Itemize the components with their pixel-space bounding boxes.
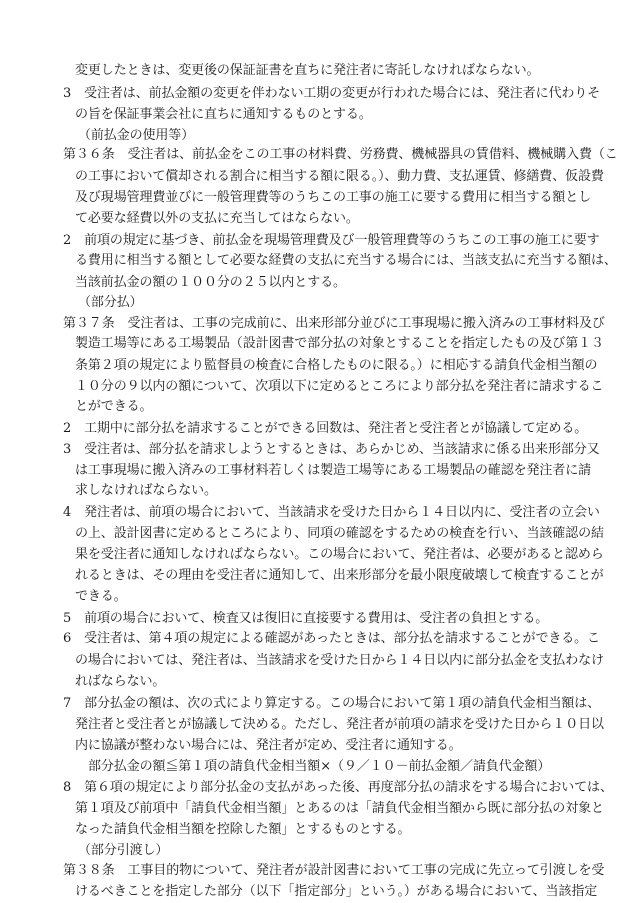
text-line: 変更したときは、変更後の保証証書を直ちに発注者に寄託しなければならない。	[75, 63, 540, 78]
text-line: 3 受注者は、前払金額の変更を伴わない工期の変更が行われた場合には、発注者に代わりそ	[63, 85, 601, 101]
text-line: の旨を保証事業会社に直ちに通知するものとする。	[75, 107, 372, 123]
text-line: る費用に相当する額として必要な経費の支払に充当する場合には、当該支払に充当する額は、	[75, 253, 617, 269]
text-line: 3 受注者は、部分払を請求しようとするときは、あらかじめ、当該請求に係る出来形部分又	[63, 442, 600, 458]
text-line: 第３６条 受注者は、前払金をこの工事の材料費、労務費、機械器具の賃借料、機械購入費（こ	[63, 147, 618, 163]
text-line: 2 前項の規定に基づき、前払金を現場管理費及び一般管理費等のうちこの工事の施工に要す	[63, 232, 600, 248]
formula-line: 部分払金の額≦第１項の請負代金相当額×（９／１０－前払金額／請負代金額）	[88, 758, 551, 774]
text-line: 2 工期中に部分払を請求することができる回数は、発注者と受注者とが協議して定める。	[63, 420, 588, 436]
text-line: 内に協議が整わない場合には、発注者が定め、受注者に通知する。	[75, 738, 462, 753]
text-line: 及び現場管理費並びに一般管理費等のうちこの工事の施工に要する費用に相当する額とし	[75, 190, 592, 206]
section-heading: （部分引渡し）	[78, 842, 169, 858]
text-line: ればならない。	[75, 674, 166, 690]
text-line: 果を受注者に通知しなければならない。この場合において、発注者は、必要があると認めら	[75, 547, 604, 562]
text-line: れるときは、その理由を受注者に通知して、出来形部分を最小限度破壊して検査することが	[75, 567, 604, 583]
text-line: 当該前払金の額の１００分の２５以内とする。	[75, 274, 346, 290]
text-line: 7 部分払金の額は、次の式により算定する。この場合において第１項の請負代金相当額は、	[63, 695, 601, 711]
text-line: 製造工場等にある工場製品（設計図書で部分払の対象とすることを指定したもの及び第１３	[75, 336, 604, 352]
text-line: 第１項及び前項中「請負代金相当額」とあるのは「請負代金相当額から既に部分払の対象と	[75, 800, 604, 816]
text-line: 第３７条 受注者は、工事の完成前に、出来形部分並びに工事現場に搬入済みの工事材料及び	[63, 315, 605, 331]
text-line: の場合においては、発注者は、当該請求を受けた日から１４日以内に部分払金を支払わなけ	[75, 652, 604, 668]
text-line: とができる。	[75, 399, 153, 414]
text-line: なった請負代金相当額を控除した額」とするものとする。	[75, 822, 411, 838]
text-line: 4 発注者は、前項の場合において、当該請求を受けた日から１４日以内に、受注者の立会い	[63, 504, 600, 520]
text-line: 求しなければならない。	[75, 483, 217, 499]
text-line: 5 前項の場合において、検査又は復旧に直接要する費用は、受注者の負担とする。	[63, 610, 549, 626]
text-line: 発注者と受注者とが協議して決める。ただし、発注者が前項の請求を受けた日から１０日以	[75, 716, 604, 732]
text-line: 条第２項の規定により監督員の検査に合格したものに限る。）に相応する請負代金相当額の	[75, 357, 598, 373]
text-line: の上、設計図書に定めるところにより、同項の確認をするための検査を行い、当該確認の結	[75, 526, 604, 542]
text-line: できる。	[75, 589, 127, 605]
text-line: て必要な経費以外の支払に充当してはならない。	[75, 210, 359, 226]
text-line: は工事現場に搬入済みの工事材料若しくは製造工場等にある工場製品の確認を発注者に請	[75, 462, 592, 478]
section-heading: （前払金の使用等）	[78, 127, 195, 143]
text-line: 6 受注者は、第４項の規定による確認があったときは、部分払を請求することができる。こ	[63, 631, 600, 647]
text-line: 8 第６項の規定により部分払金の支払があった後、再度部分払の請求をする場合においては、	[63, 780, 613, 796]
text-line: 第３８条 工事目的物について、発注者が設計図書において工事の完成に先立って引渡しを受	[63, 863, 605, 879]
text-line: １０分の９以内の額について、次項以下に定めるところにより部分払を発注者に請求するこ	[75, 378, 604, 394]
section-heading: （部分払）	[78, 295, 143, 311]
text-line: の工事において償却される割合に相当する額に限る。）、動力費、支払運賃、修繕費、仮設費	[75, 168, 604, 184]
text-line: けるべきことを指定した部分（以下「指定部分」という。）がある場合において、当該指定	[75, 884, 598, 899]
